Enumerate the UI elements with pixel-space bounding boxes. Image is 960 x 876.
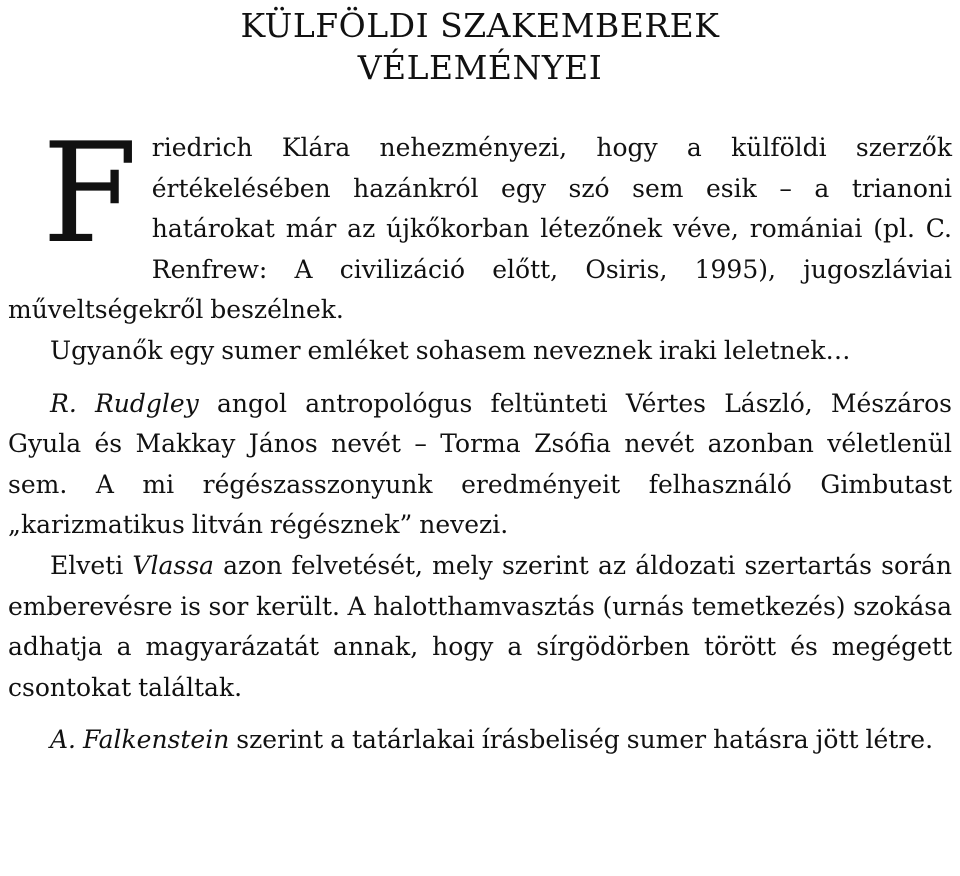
paragraph-4-text: azon felvetését, mely szerint az áldozati szertartás során emberevésre is sor került. A halotthamvasztás (urnás temetkezés) szokása adhatja a magyarázatát annak, hogy a sírgödörben törött és megégett csontokat találtak. bbox=[8, 550, 953, 702]
paragraph-3-text: angol antropológus feltünteti Vértes László, Mészáros Gyula és Makkay János nevét – Torma Zsófia nevét azonban véletlenül sem. A mi régészasszonyunk eredményeit felhasználó Gimbutast „karizmatikus litván régésznek” nevezi. bbox=[8, 388, 952, 540]
page-title bbox=[8, 0, 952, 89]
paragraph-1-text: riedrich Klára nehezményezi, hogy a külföldi szerzők értékelésében hazánkról egy szó sem esik – a trianoni határokat már az újkőkorban létezőnek véve, romániai (pl. C. Renfrew: A civilizáció előtt, Osiris, 1995), jugoszláviai műveltségekről beszélnek. bbox=[8, 133, 952, 325]
paragraph-2-text: Ugyanők egy sumer emléket sohasem neveznek iraki leletnek… bbox=[50, 335, 851, 365]
author-name-falkenstein: A. Falkenstein bbox=[50, 725, 230, 755]
drop-cap: F bbox=[42, 113, 138, 274]
document-page bbox=[8, 0, 952, 876]
paragraph-5 bbox=[8, 720, 952, 761]
title-line-2: VÉLEMÉNYEI bbox=[357, 48, 603, 87]
author-name-rudgley: R. Rudgley bbox=[50, 388, 199, 418]
paragraph-2 bbox=[8, 331, 952, 372]
paragraph-4 bbox=[8, 546, 952, 708]
author-name-vlassa: Vlassa bbox=[132, 550, 214, 580]
article-body bbox=[8, 113, 953, 761]
paragraph-5-text: szerint a tatárlakai írásbeliség sumer hatásra jött létre. bbox=[229, 725, 934, 755]
paragraph-1 bbox=[8, 113, 952, 331]
paragraph-3 bbox=[8, 384, 952, 546]
paragraph-4-lead: Elveti bbox=[50, 550, 133, 580]
title-line-1: KÜLFÖLDI SZAKEMBEREK bbox=[240, 6, 720, 45]
